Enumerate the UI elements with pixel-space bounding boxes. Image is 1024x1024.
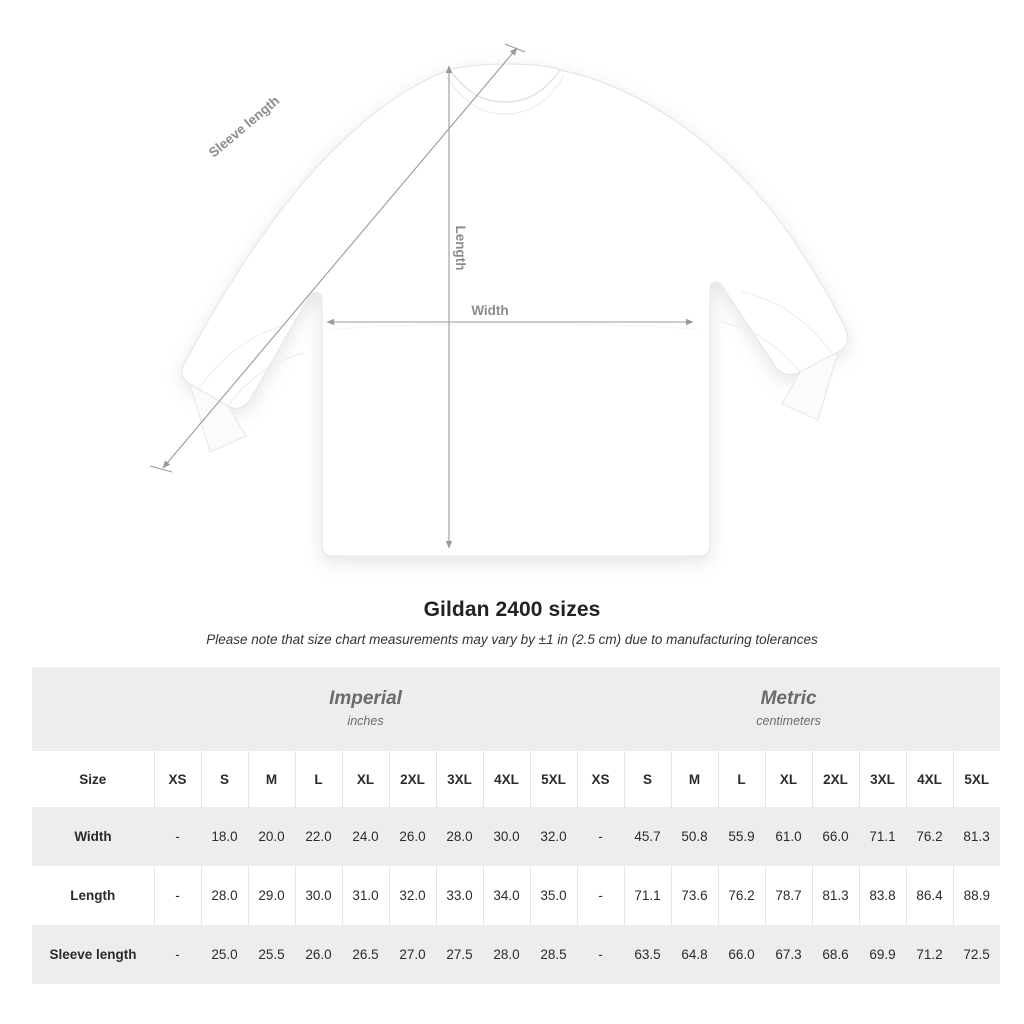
col-header-metric-s: S (624, 751, 671, 807)
cell-length-imperial-2xl: 32.0 (389, 866, 436, 925)
col-header-imperial-s: S (201, 751, 248, 807)
cell-width-imperial-4xl: 30.0 (483, 807, 530, 866)
length-label: Length (453, 225, 468, 271)
col-header-metric-l: L (718, 751, 765, 807)
cell-length-metric-s: 71.1 (624, 866, 671, 925)
cell-sleeve-metric-xl: 67.3 (765, 925, 812, 984)
cell-width-imperial-xs: - (154, 807, 201, 866)
sleeve-length-label: Sleeve length (205, 92, 283, 161)
unit-spacer (32, 667, 154, 751)
cell-sleeve-metric-5xl: 72.5 (953, 925, 1000, 984)
cell-width-metric-5xl: 81.3 (953, 807, 1000, 866)
col-header-imperial-3xl: 3XL (436, 751, 483, 807)
unit-metric-name: Metric (760, 688, 817, 710)
col-header-metric-xl: XL (765, 751, 812, 807)
cell-width-metric-m: 50.8 (671, 807, 718, 866)
col-header-metric-2xl: 2XL (812, 751, 859, 807)
cell-sleeve-imperial-m: 25.5 (248, 925, 295, 984)
cell-length-imperial-xl: 31.0 (342, 866, 389, 925)
row-label-width: Width (32, 807, 154, 866)
table-row (32, 866, 1000, 925)
col-header-metric-3xl: 3XL (859, 751, 906, 807)
cell-length-metric-xs: - (577, 866, 624, 925)
size-header-label: Size (32, 751, 154, 807)
unit-metric-sub: centimeters (756, 713, 821, 728)
cell-length-metric-l: 76.2 (718, 866, 765, 925)
cell-sleeve-imperial-5xl: 28.5 (530, 925, 577, 984)
unit-imperial-name: Imperial (329, 688, 402, 710)
cell-width-metric-s: 45.7 (624, 807, 671, 866)
cell-sleeve-imperial-3xl: 27.5 (436, 925, 483, 984)
col-header-imperial-xs: XS (154, 751, 201, 807)
cell-width-metric-3xl: 71.1 (859, 807, 906, 866)
table-row (32, 807, 1000, 866)
cell-sleeve-metric-l: 66.0 (718, 925, 765, 984)
sleeve-length-tick-bottom (150, 466, 172, 472)
col-header-imperial-2xl: 2XL (389, 751, 436, 807)
cell-length-imperial-xs: - (154, 866, 201, 925)
cell-length-imperial-5xl: 35.0 (530, 866, 577, 925)
cell-sleeve-metric-3xl: 69.9 (859, 925, 906, 984)
cell-sleeve-imperial-s: 25.0 (201, 925, 248, 984)
cell-sleeve-metric-2xl: 68.6 (812, 925, 859, 984)
cell-length-metric-4xl: 86.4 (906, 866, 953, 925)
tolerance-note: Please note that size chart measurements may vary by ±1 in (2.5 cm) due to manufacturing tolerances (206, 632, 818, 647)
title-block (0, 598, 1024, 647)
col-header-metric-m: M (671, 751, 718, 807)
cell-width-metric-2xl: 66.0 (812, 807, 859, 866)
row-label-sleeve-length: Sleeve length (32, 925, 154, 984)
cell-width-metric-xs: - (577, 807, 624, 866)
cell-length-imperial-m: 29.0 (248, 866, 295, 925)
unit-imperial-sub: inches (347, 713, 384, 728)
cell-sleeve-imperial-l: 26.0 (295, 925, 342, 984)
cell-width-imperial-3xl: 28.0 (436, 807, 483, 866)
col-header-imperial-5xl: 5XL (530, 751, 577, 807)
col-header-metric-xs: XS (577, 751, 624, 807)
unit-imperial (154, 667, 577, 751)
cell-width-imperial-m: 20.0 (248, 807, 295, 866)
cell-sleeve-imperial-2xl: 27.0 (389, 925, 436, 984)
col-header-metric-5xl: 5XL (953, 751, 1000, 807)
cell-width-imperial-l: 22.0 (295, 807, 342, 866)
table-row (32, 925, 1000, 984)
cell-length-metric-m: 73.6 (671, 866, 718, 925)
width-label: Width (471, 303, 509, 318)
cell-length-metric-2xl: 81.3 (812, 866, 859, 925)
cell-length-imperial-4xl: 34.0 (483, 866, 530, 925)
col-header-metric-4xl: 4XL (906, 751, 953, 807)
cell-width-metric-4xl: 76.2 (906, 807, 953, 866)
cell-length-imperial-l: 30.0 (295, 866, 342, 925)
page-title: Gildan 2400 sizes (423, 598, 601, 621)
cell-length-imperial-3xl: 33.0 (436, 866, 483, 925)
garment-shape (182, 64, 848, 556)
size-table (32, 667, 1000, 984)
col-header-imperial-xl: XL (342, 751, 389, 807)
col-header-imperial-4xl: 4XL (483, 751, 530, 807)
size-header-row (32, 751, 1000, 807)
cell-sleeve-imperial-xl: 26.5 (342, 925, 389, 984)
cell-sleeve-imperial-4xl: 28.0 (483, 925, 530, 984)
cell-width-imperial-xl: 24.0 (342, 807, 389, 866)
unit-header-row (32, 667, 1000, 751)
cell-width-metric-xl: 61.0 (765, 807, 812, 866)
cell-sleeve-imperial-xs: - (154, 925, 201, 984)
size-table-wrap (32, 667, 992, 984)
cell-width-imperial-5xl: 32.0 (530, 807, 577, 866)
cell-sleeve-metric-4xl: 71.2 (906, 925, 953, 984)
col-header-imperial-l: L (295, 751, 342, 807)
cell-width-imperial-2xl: 26.0 (389, 807, 436, 866)
cell-length-imperial-s: 28.0 (201, 866, 248, 925)
unit-metric (577, 667, 1000, 751)
cell-length-metric-xl: 78.7 (765, 866, 812, 925)
cell-sleeve-metric-s: 63.5 (624, 925, 671, 984)
cell-width-metric-l: 55.9 (718, 807, 765, 866)
cell-sleeve-metric-xs: - (577, 925, 624, 984)
col-header-imperial-m: M (248, 751, 295, 807)
cell-length-metric-5xl: 88.9 (953, 866, 1000, 925)
cell-sleeve-metric-m: 64.8 (671, 925, 718, 984)
cell-length-metric-3xl: 83.8 (859, 866, 906, 925)
cell-width-imperial-s: 18.0 (201, 807, 248, 866)
row-label-length: Length (70, 888, 116, 903)
